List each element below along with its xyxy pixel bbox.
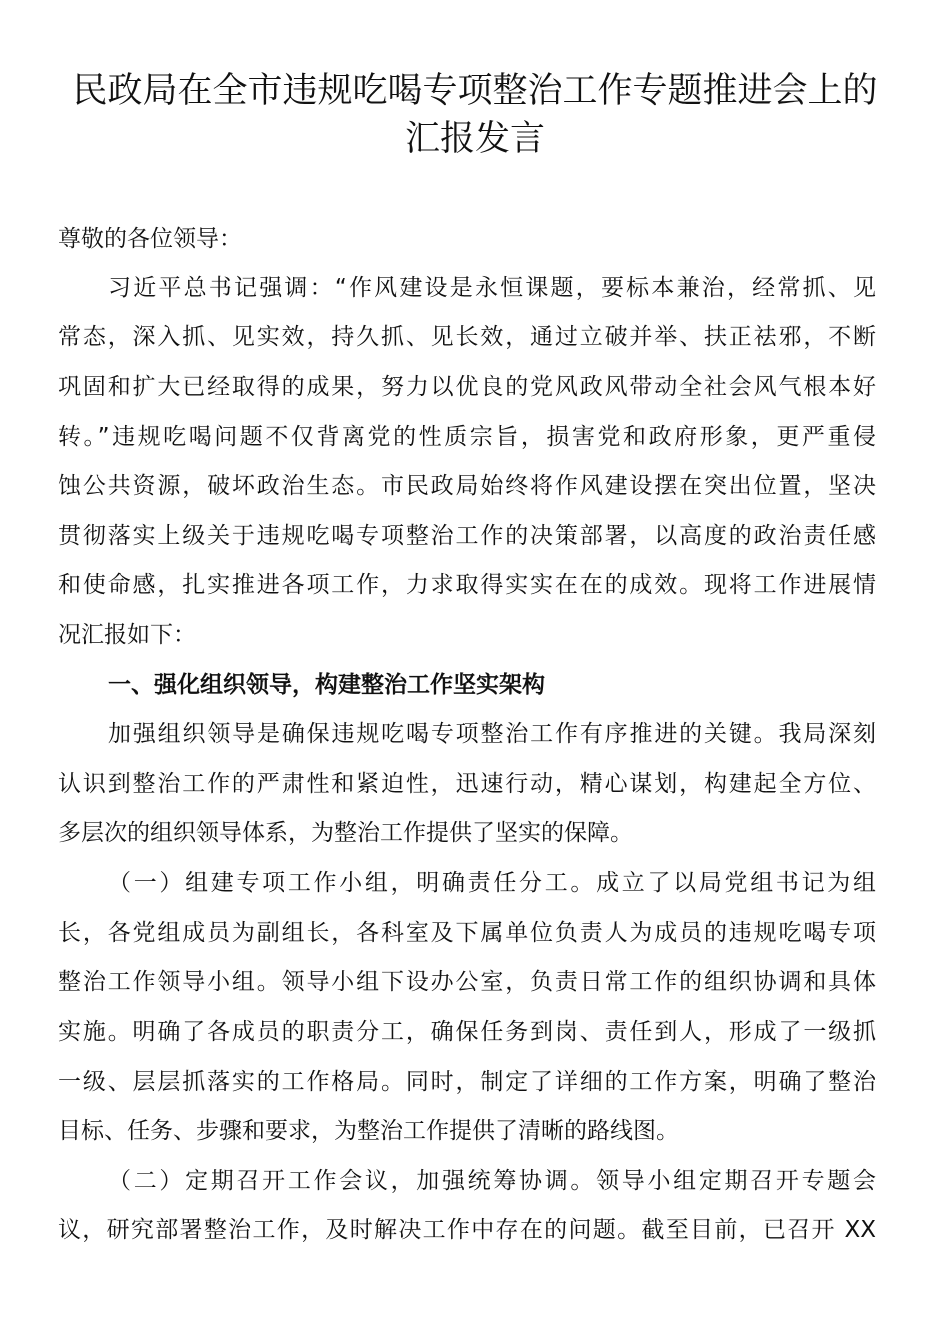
paragraph-line: 多层次的组织领导体系，为整治工作提供了坚实的保障。	[58, 820, 633, 846]
paragraph-line: 蚀公共资源，破坏政治生态。市民政局始终将作风建设摆在突出位置，坚决	[58, 473, 876, 499]
section-heading: 一、强化组织领导，构建整治工作坚实架构	[108, 672, 545, 698]
paragraph-line: （一）组建专项工作小组，明确责任分工。成立了以局党组书记为组	[108, 870, 876, 896]
paragraph-line: 加强组织领导是确保违规吃喝专项整治工作有序推进的关键。我局深刻	[108, 721, 876, 747]
paragraph-line: 议，研究部署整治工作，及时解决工作中存在的问题。截至目前，已召开 XX	[58, 1217, 876, 1243]
paragraph-line: 转。”违规吃喝问题不仅背离党的性质宗旨，损害党和政府形象，更严重侵	[58, 424, 876, 450]
paragraph-line: 长，各党组成员为副组长，各科室及下属单位负责人为成员的违规吃喝专项	[58, 920, 876, 946]
paragraph-line: 贯彻落实上级关于违规吃喝专项整治工作的决策部署，以高度的政治责任感	[58, 523, 876, 549]
paragraph-line: 一级、层层抓落实的工作格局。同时，制定了详细的工作方案，明确了整治	[58, 1069, 876, 1095]
paragraph-line: 和使命感，扎实推进各项工作，力求取得实实在在的成效。现将工作进展情	[58, 572, 876, 598]
paragraph-line: 巩固和扩大已经取得的成果，努力以优良的党风政风带动全社会风气根本好	[58, 374, 876, 400]
paragraph-line: 常态，深入抓、见实效，持久抓、见长效，通过立破并举、扶正祛邪，不断	[58, 324, 876, 350]
paragraph-line: 认识到整治工作的严肃性和紧迫性，迅速行动，精心谋划，构建起全方位、	[58, 771, 876, 797]
salutation: 尊敬的各位领导：	[58, 226, 242, 252]
paragraph-line: 习近平总书记强调：“作风建设是永恒课题，要标本兼治，经常抓、见	[108, 275, 876, 301]
paragraph-line: 目标、任务、步骤和要求，为整治工作提供了清晰的路线图。	[58, 1118, 679, 1144]
paragraph-line: （二）定期召开工作会议，加强统筹协调。领导小组定期召开专题会	[108, 1168, 876, 1194]
document-title-line-2: 汇报发言	[404, 119, 545, 159]
paragraph-line: 整治工作领导小组。领导小组下设办公室，负责日常工作的组织协调和具体	[58, 969, 876, 995]
document-title-line-1: 民政局在全市违规吃喝专项整治工作专题推进会上的	[72, 71, 878, 111]
paragraph-line: 况汇报如下：	[58, 622, 196, 648]
paragraph-line: 实施。明确了各成员的职责分工，确保任务到岗、责任到人，形成了一级抓	[58, 1019, 876, 1045]
